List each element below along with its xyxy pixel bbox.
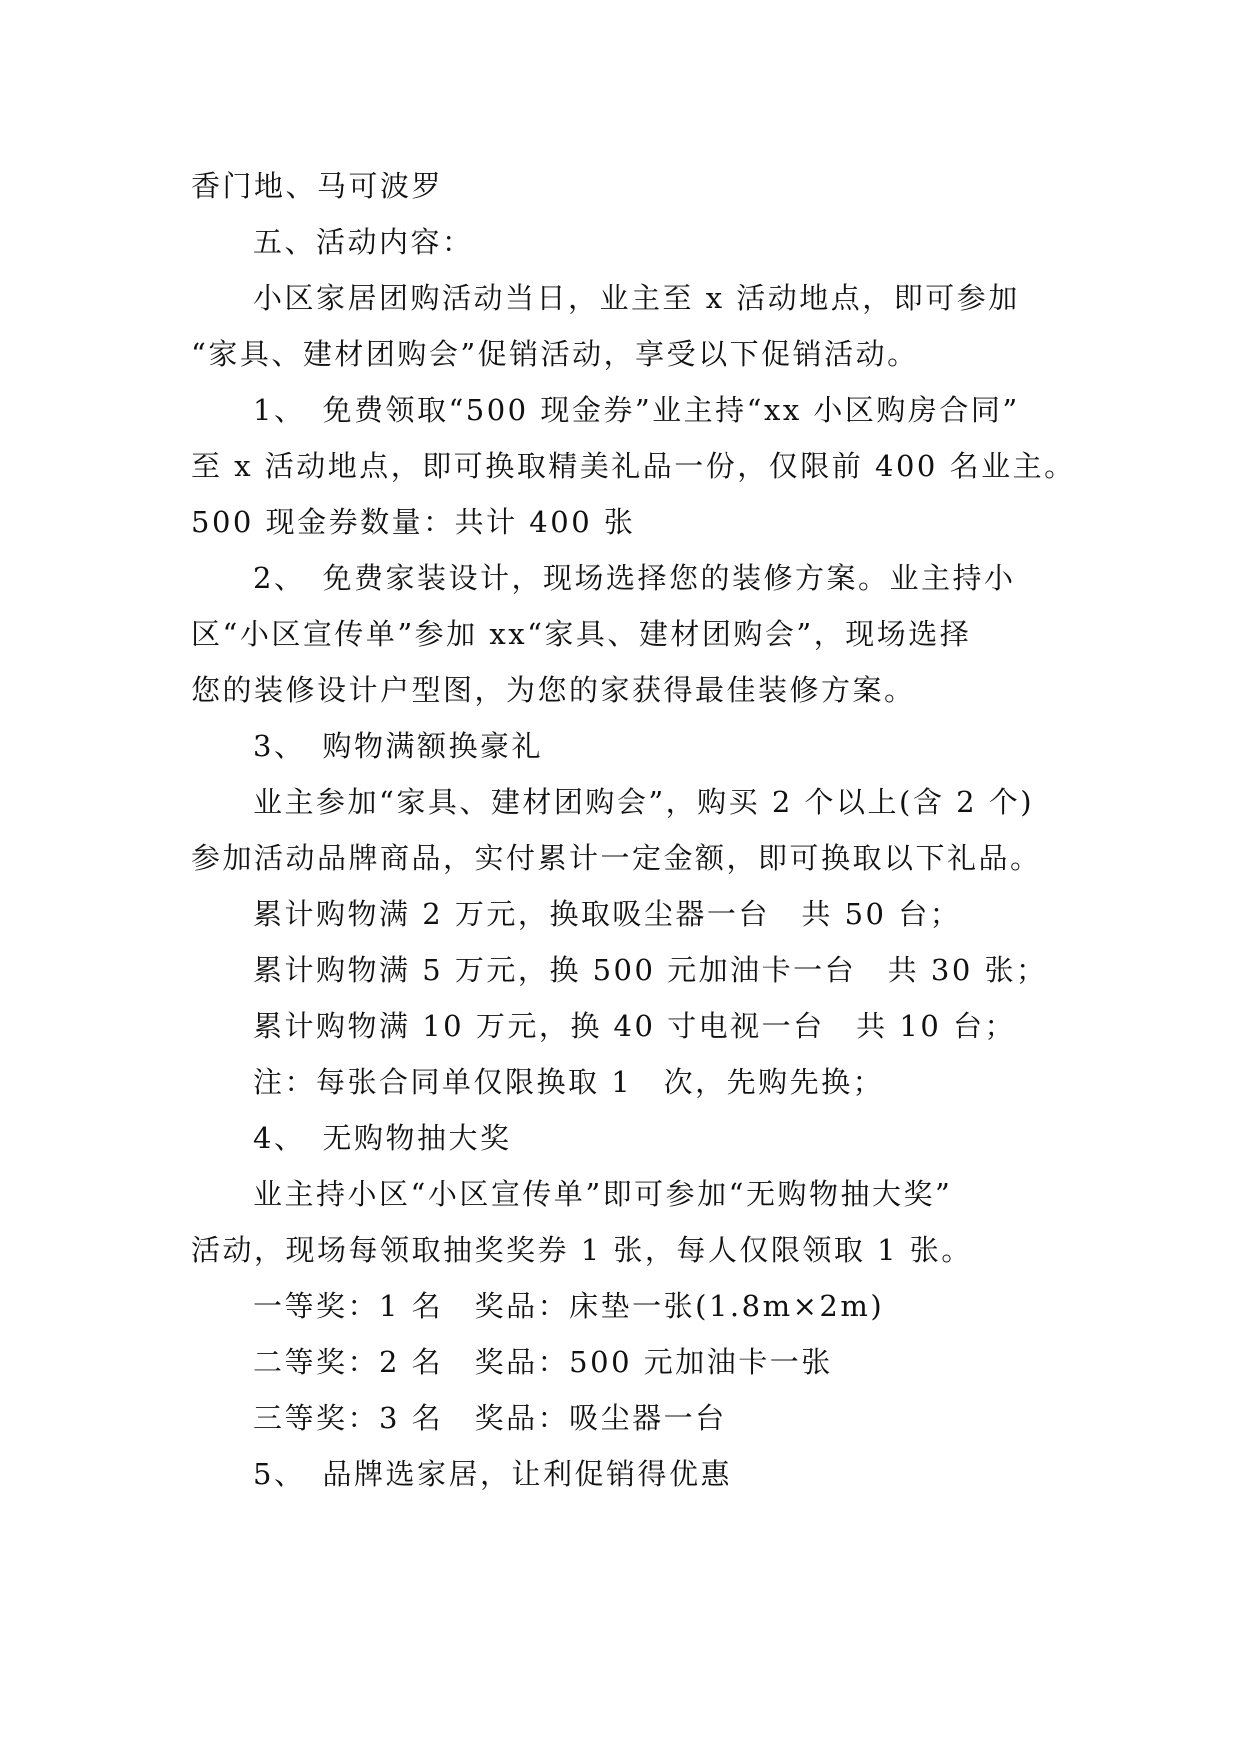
text-line: 小区家居团购活动当日，业主至 x 活动地点，即可参加 [253, 281, 1020, 315]
text-line: 累计购物满 10 万元，换 40 寸电视一台 共 10 台； [253, 1009, 1017, 1043]
text-line: 香门地、马可波罗 [191, 169, 444, 203]
text-line: 至 x 活动地点，即可换取精美礼品一份，仅限前 400 名业主。 [191, 449, 1076, 483]
list-item-heading: 2、 免费家装设计，现场选择您的装修方案。业主持小 [253, 561, 1016, 595]
list-item-heading: 1、 免费领取“500 现金券”业主持“xx 小区购房合同” [253, 393, 1020, 427]
text-line: 累计购物满 5 万元，换 500 元加油卡一台 共 30 张； [253, 953, 1048, 987]
text-line: 参加活动品牌商品，实付累计一定金额，即可换取以下礼品。 [191, 841, 1042, 875]
text-line: 三等奖：3 名 奖品：吸尘器一台 [253, 1401, 727, 1435]
text-line: 业主参加“家具、建材团购会”，购买 2 个以上(含 2 个) [253, 785, 1035, 819]
text-line: 区“小区宣传单”参加 xx“家具、建材团购会”，现场选择 [191, 617, 972, 651]
text-line: 活动，现场每领取抽奖奖券 1 张，每人仅限领取 1 张。 [191, 1233, 973, 1267]
section-heading: 五、活动内容： [253, 225, 474, 259]
text-line: 累计购物满 2 万元，换取吸尘器一台 共 50 台； [253, 897, 962, 931]
text-line: 您的装修设计户型图，为您的家获得最佳装修方案。 [191, 673, 916, 707]
list-item-heading: 5、 品牌选家居，让利促销得优惠 [253, 1457, 732, 1491]
list-item-heading: 3、 购物满额换豪礼 [253, 729, 543, 763]
text-line: 一等奖：1 名 奖品：床垫一张(1.8m×2m) [253, 1289, 885, 1323]
list-item-heading: 4、 无购物抽大奖 [253, 1121, 512, 1155]
text-line: 500 现金券数量：共计 400 张 [191, 505, 636, 539]
text-line: 注：每张合同单仅限换取 1 次，先购先换； [253, 1065, 885, 1099]
text-line: 二等奖：2 名 奖品：500 元加油卡一张 [253, 1345, 833, 1379]
text-line: 业主持小区“小区宣传单”即可参加“无购物抽大奖” [253, 1177, 953, 1211]
text-line: “家具、建材团购会”促销活动，享受以下促销活动。 [191, 337, 919, 371]
